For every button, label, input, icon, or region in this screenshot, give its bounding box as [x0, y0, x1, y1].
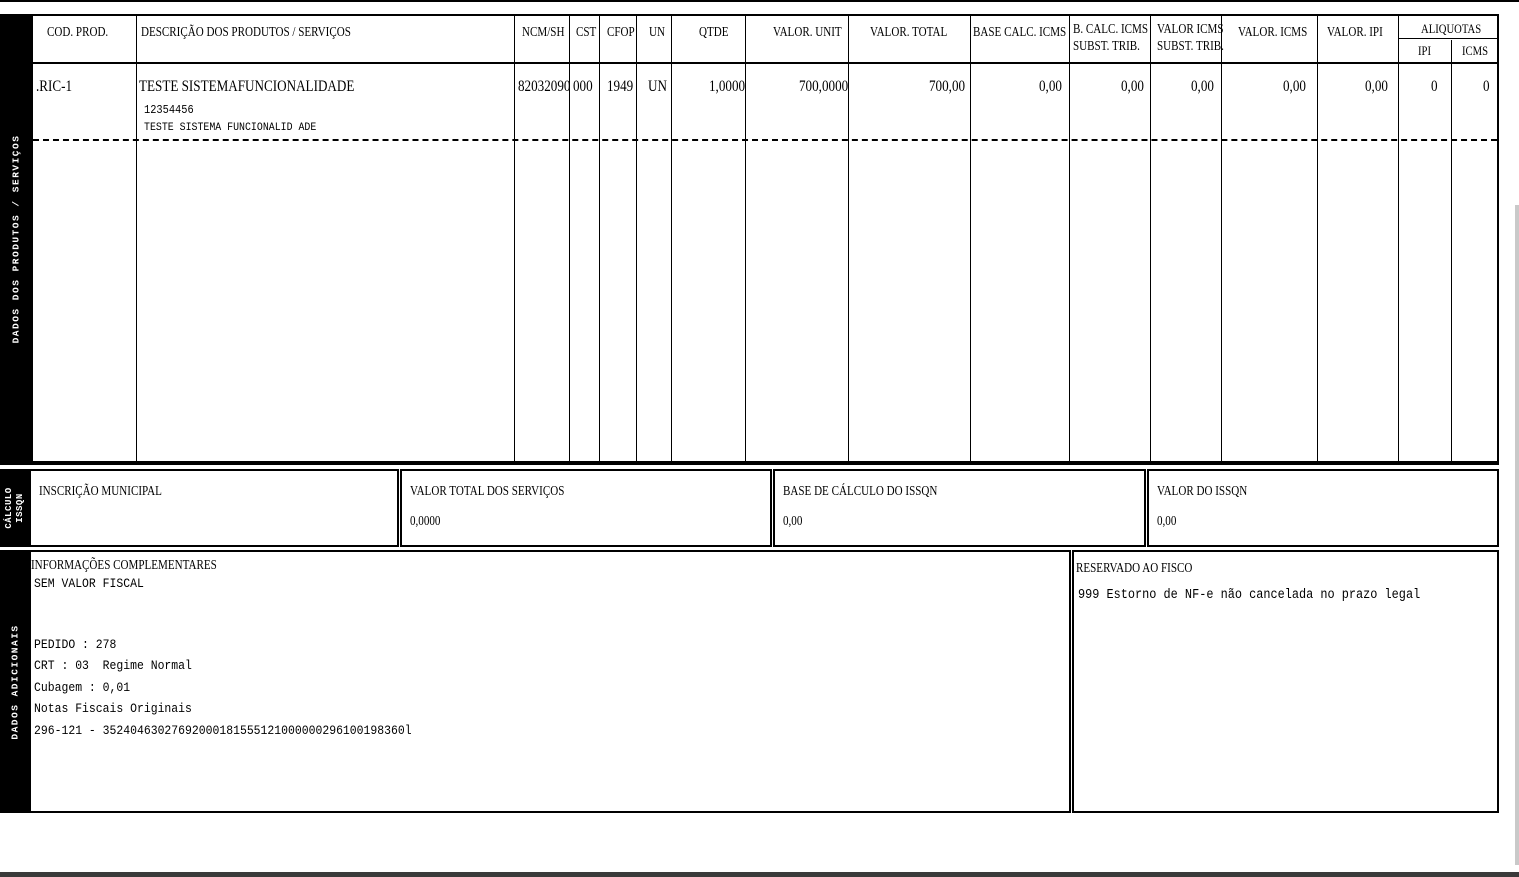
valor-servicos-box: [400, 469, 772, 547]
row-cst: 000: [573, 78, 593, 95]
header-valor-ipi: VALOR. IPI: [1327, 24, 1383, 39]
info-line-cubagem: Cubagem : 0,01: [34, 680, 131, 695]
base-calculo-issqn-label: BASE DE CÁLCULO DO ISSQN: [783, 483, 938, 498]
reservado-fisco-text: 999 Estorno de NF-e não cancelada no prazo legal: [1078, 588, 1421, 603]
row-valor-total: 700,00: [929, 78, 966, 95]
valor-servicos-label: VALOR TOTAL DOS SERVIÇOS: [410, 483, 565, 498]
header-cod-prod: COD. PROD.: [47, 24, 109, 39]
row-aliq-icms: 0: [1483, 78, 1490, 95]
valor-servicos-value: 0,0000: [410, 513, 441, 528]
info-line-crt: CRT : 03 Regime Normal: [34, 658, 192, 673]
side-label-adicionais: [0, 550, 29, 813]
header-descricao: DESCRIÇÃO DOS PRODUTOS / SERVIÇOS: [141, 24, 351, 39]
informacoes-complementares-label: INFORMAÇÕES COMPLEMENTARES: [31, 557, 217, 572]
row-base-icms: 0,00: [1039, 78, 1062, 95]
row-descricao: TESTE SISTEMAFUNCIONALIDADE: [139, 78, 355, 95]
header-valor-icms-st: VALOR ICMS SUBST. TRIB.: [1157, 21, 1224, 53]
header-aliquotas: ALIQUOTAS: [1421, 21, 1482, 36]
header-ncm: NCM/SH: [522, 24, 565, 39]
info-line-pedido: PEDIDO : 278: [34, 637, 117, 652]
valor-issqn-value: 0,00: [1157, 513, 1177, 528]
inscricao-municipal-label: INSCRIÇÃO MUNICIPAL: [39, 483, 162, 498]
base-calculo-issqn-value: 0,00: [783, 513, 803, 528]
row-qtde: 1,0000: [709, 78, 746, 95]
row-valor-icms-st: 0,00: [1191, 78, 1214, 95]
bottom-toolbar-edge: [0, 872, 1519, 877]
section-divider: [0, 463, 1499, 465]
row-aliq-ipi: 0: [1431, 78, 1438, 95]
vertical-scrollbar[interactable]: [1515, 205, 1519, 865]
reservado-fisco-label: RESERVADO AO FISCO: [1076, 560, 1193, 575]
header-aliq-ipi: IPI: [1418, 43, 1432, 58]
side-label-issqn: [0, 469, 29, 547]
side-label-issqn-text: [4, 487, 26, 528]
info-line-notas: Notas Fiscais Originais: [34, 701, 192, 716]
inscricao-municipal-box: [29, 469, 399, 547]
header-valor-unit: VALOR. UNIT: [773, 24, 842, 39]
info-line-chave: 296-121 - 35240463027692000181555121000000296100198360l: [34, 723, 412, 738]
row-valor-ipi: 0,00: [1365, 78, 1388, 95]
header-base-icms: BASE CALC. ICMS: [973, 24, 1067, 39]
info-line-1: SEM VALOR FISCAL: [34, 576, 144, 591]
row-descricao-sub1: 12354456: [144, 104, 194, 117]
header-valor-total: VALOR. TOTAL: [870, 24, 948, 39]
header-aliq-icms: ICMS: [1462, 43, 1489, 58]
top-border: [0, 0, 1519, 2]
products-table: [31, 14, 1499, 463]
row-un: UN: [648, 78, 667, 95]
row-valor-icms: 0,00: [1283, 78, 1306, 95]
header-un: UN: [649, 24, 665, 39]
row-ncm: 82032090: [518, 78, 571, 95]
valor-issqn-box: [1147, 469, 1499, 547]
row-descricao-sub2: TESTE SISTEMA FUNCIONALID ADE: [144, 122, 317, 134]
side-label-issqn-line2: ISSQN: [14, 493, 25, 523]
header-bcalc-st: B. CALC. ICMS SUBST. TRIB.: [1073, 21, 1149, 53]
row-bcalc-st: 0,00: [1121, 78, 1144, 95]
header-qtde: QTDE: [699, 24, 729, 39]
side-label-produtos-text: DADOS DOS PRODUTOS / SERVIÇOS: [10, 134, 21, 343]
side-label-produtos: [0, 14, 31, 463]
informacoes-complementares-box: [29, 550, 1071, 813]
row-cod-prod: .RIC-1: [36, 78, 73, 95]
valor-issqn-label: VALOR DO ISSQN: [1157, 483, 1248, 498]
reservado-fisco-box: [1072, 550, 1499, 813]
header-valor-icms: VALOR. ICMS: [1238, 24, 1308, 39]
base-calculo-issqn-box: [773, 469, 1146, 547]
side-label-adicionais-text: DADOS ADICIONAIS: [9, 623, 20, 740]
header-cfop: CFOP: [607, 24, 635, 39]
row-cfop: 1949: [607, 78, 634, 95]
side-label-issqn-line1: CÁLCULO: [3, 487, 14, 529]
header-cst: CST: [576, 24, 597, 39]
row-valor-unit: 700,0000: [799, 78, 849, 95]
